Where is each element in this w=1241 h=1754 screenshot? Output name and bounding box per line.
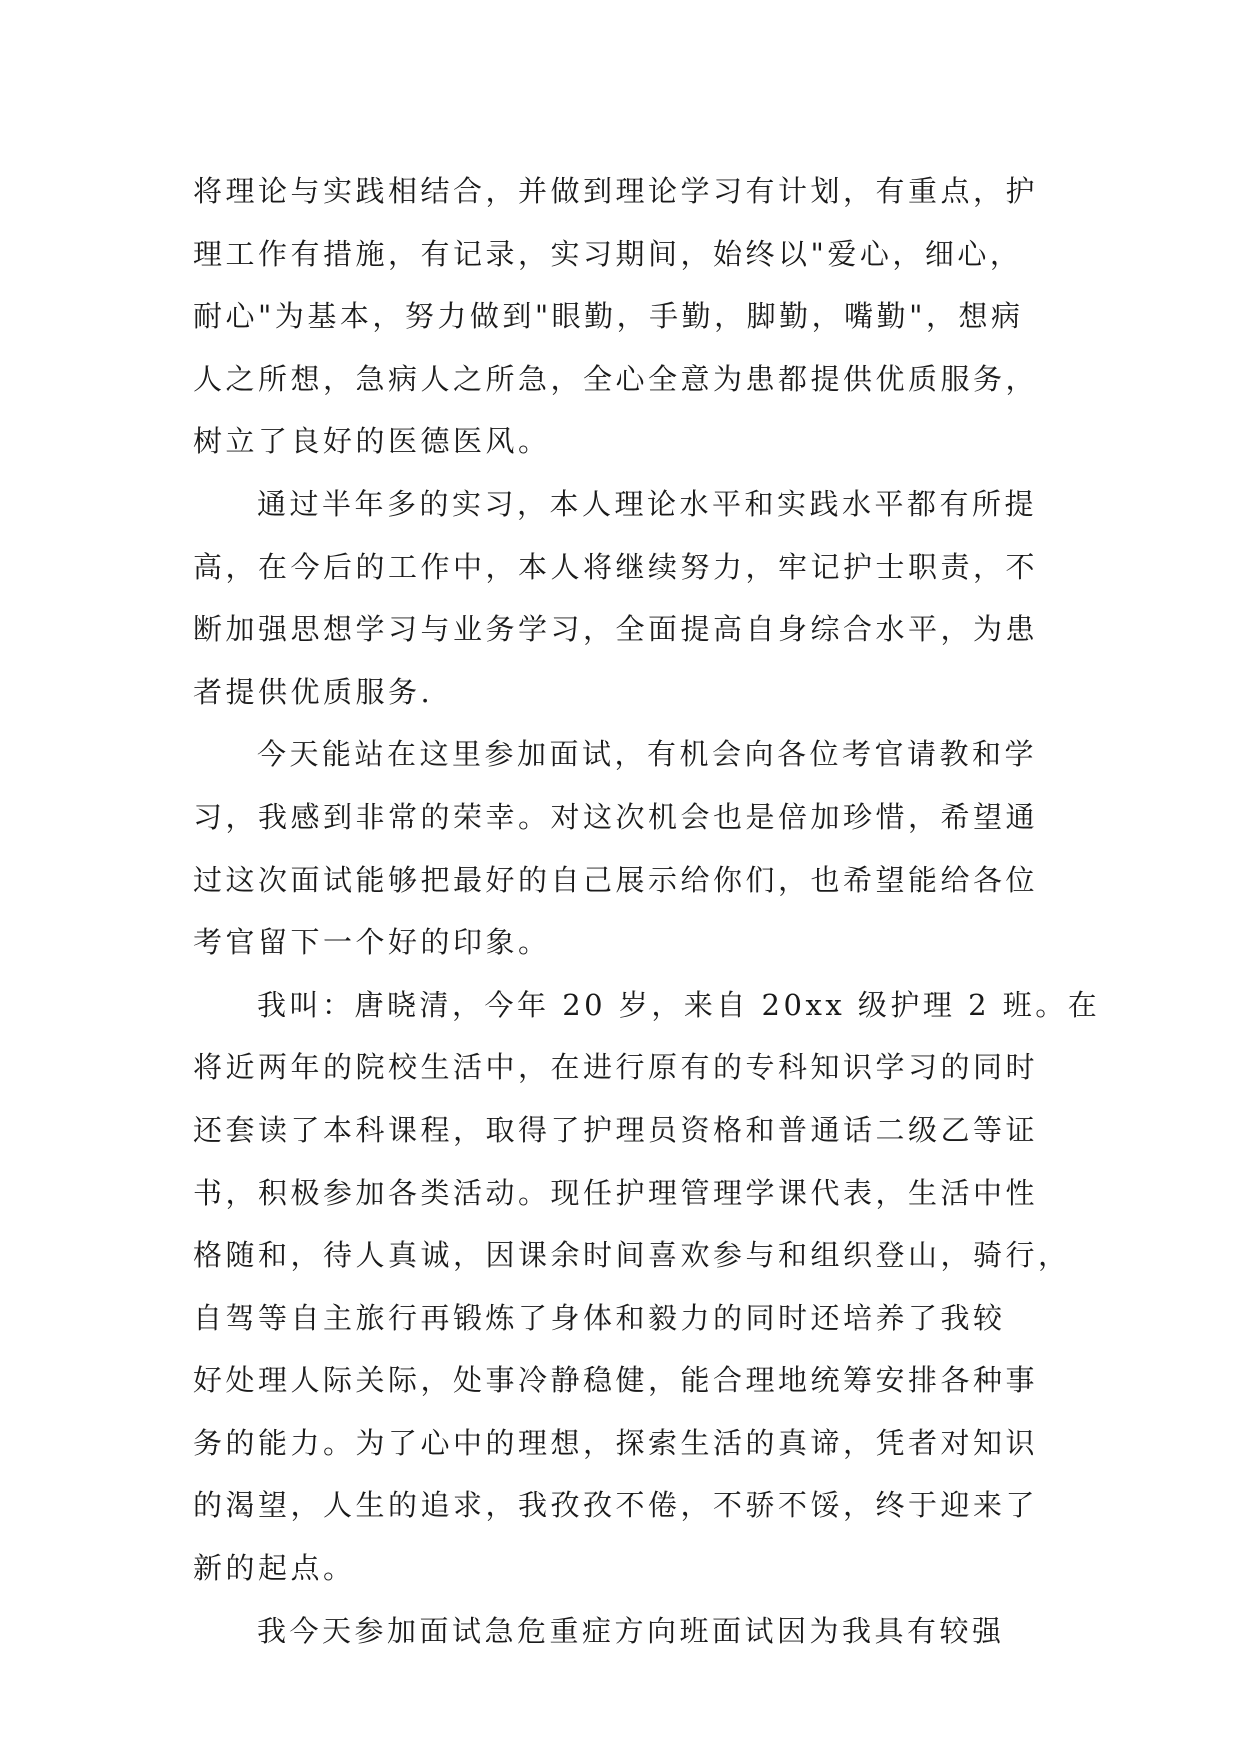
- text-line: 好处理人际关际，处事冷静稳健，能合理地统筹安排各种事: [193, 1363, 1039, 1398]
- text-line: 断加强思想学习与业务学习，全面提高自身综合水平，为患: [193, 612, 1039, 647]
- paragraph-first-line: 通过半年多的实习，本人理论水平和实践水平都有所提: [257, 486, 1038, 521]
- text-line: 的渴望，人生的追求，我孜孜不倦，不骄不馁，终于迎来了: [193, 1488, 1039, 1523]
- text-line: 书，积极参加各类活动。现任护理管理学课代表，生活中性: [193, 1175, 1039, 1210]
- text-line: 人之所想，急病人之所急，全心全意为患都提供优质服务，: [193, 361, 1039, 396]
- text-line: 自驾等自主旅行再锻炼了身体和毅力的同时还培养了我较: [193, 1300, 1006, 1335]
- text-line: 将理论与实践相结合，并做到理论学习有计划，有重点，护: [193, 174, 1039, 208]
- text-line: 过这次面试能够把最好的自己展示给你们，也希望能给各位: [193, 862, 1039, 897]
- paragraph-first-line: 我今天参加面试急危重症方向班面试因为我具有较强: [257, 1613, 1005, 1648]
- paragraph-first-line: 今天能站在这里参加面试，有机会向各位考官请教和学: [257, 737, 1038, 772]
- text-line: 务的能力。为了心中的理想，探索生活的真谛，凭者对知识: [193, 1425, 1039, 1460]
- text-line: 习，我感到非常的荣幸。对这次机会也是倍加珍惜，希望通: [193, 799, 1039, 834]
- text-line: 将近两年的院校生活中，在进行原有的专科知识学习的同时: [193, 1050, 1039, 1085]
- text-line: 者提供优质服务.: [193, 674, 434, 709]
- text-line: 还套读了本科课程，取得了护理员资格和普通话二级乙等证: [193, 1112, 1039, 1147]
- text-line: 考官留下一个好的印象。: [193, 925, 551, 960]
- body-text: [193, 160, 1101, 1662]
- text-line: 格随和，待人真诚，因课余时间喜欢参与和组织登山，骑行，: [193, 1238, 1071, 1273]
- text-line: 高，在今后的工作中，本人将继续努力，牢记护士职责，不: [193, 549, 1039, 584]
- paragraph-first-line: 我叫：唐晓清，今年 20 岁，来自 20xx 级护理 2 班。在: [257, 987, 1101, 1022]
- text-line: 新的起点。: [193, 1551, 356, 1586]
- text-line: 理工作有措施，有记录，实习期间，始终以"爱心，细心，: [193, 236, 1023, 271]
- text-line: 树立了良好的医德医风。: [193, 424, 551, 459]
- text-line: 耐心"为基本，努力做到"眼勤，手勤，脚勤，嘴勤"，想病: [193, 299, 1024, 334]
